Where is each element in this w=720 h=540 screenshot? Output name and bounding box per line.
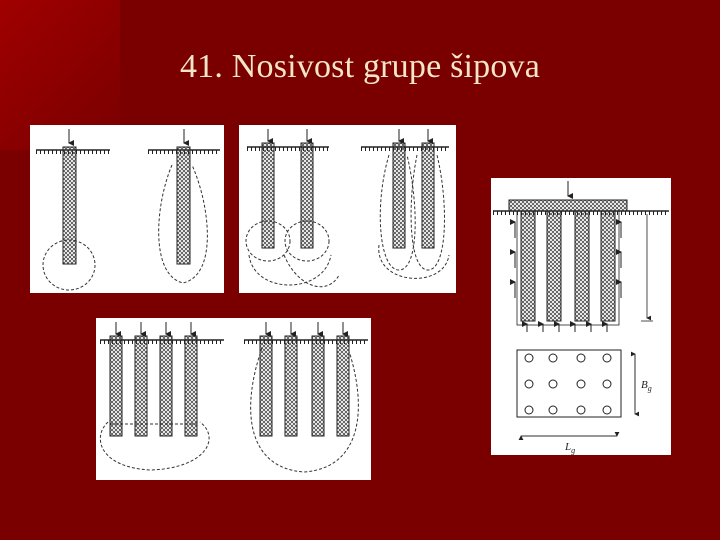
length-subscript: g [571,446,576,455]
panel-pile-pairs-bulbs [239,125,456,293]
pile-group-diagram [491,178,671,455]
panel-single-pile-bulbs [30,125,224,293]
width-label: B [641,379,648,391]
width-subscript: g [647,384,652,393]
svg-text:Lg [564,441,575,455]
svg-text:Bg [641,379,652,393]
pile-pair-diagram [239,125,456,293]
slide-title: 41. Nosivost grupe šipova [179,48,541,85]
single-pile-diagram [30,125,224,293]
panel-four-pile-groups [96,318,371,480]
four-pile-group-diagram [96,318,371,480]
length-label: L [565,441,572,453]
panel-pile-group-cap [491,178,671,455]
